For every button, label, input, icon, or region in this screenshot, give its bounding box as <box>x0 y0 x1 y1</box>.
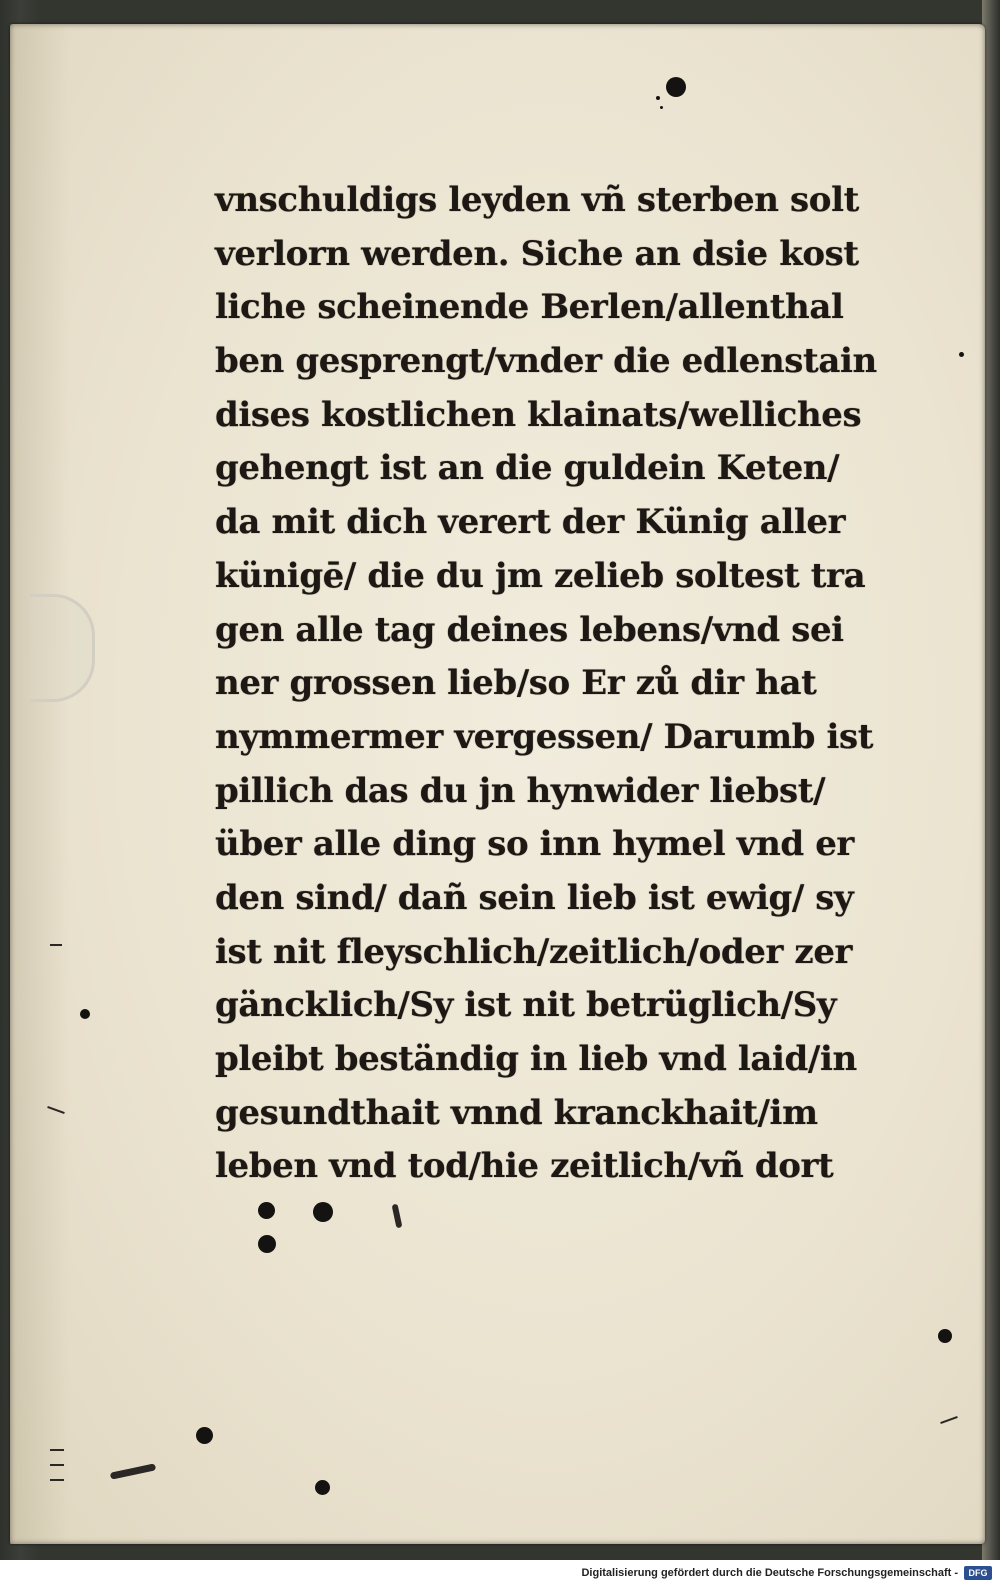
text-line: über alle ding so inn hymel vnd er <box>215 824 854 865</box>
text-line: künigē/ die du jm zelieb soltest tra <box>215 555 866 596</box>
ink-speck <box>258 1235 276 1253</box>
text-line: pillich das du jn hynwider liebst/ <box>215 770 826 811</box>
text-line: gen alle tag deines lebens/vnd sei <box>215 609 844 650</box>
text-line: pleibt beständig in lieb vnd laid/in <box>215 1039 857 1079</box>
text-line: gesundthait vnnd kranckhait/im <box>215 1092 818 1133</box>
ink-speck <box>315 1480 330 1495</box>
text-line: verlorn werden. Siche an dsie kost <box>215 233 859 274</box>
funding-credit: Digitalisierung gefördert durch die Deutsche Forschungsgemeinschaft - <box>581 1567 958 1579</box>
text-line: gäncklich/Sy ist nit betrüglich/Sy <box>215 985 837 1026</box>
clip-impression <box>30 594 95 702</box>
margin-mark <box>940 1416 958 1424</box>
ink-stroke <box>392 1204 403 1229</box>
margin-mark <box>50 1464 64 1466</box>
text-line: den sind/ dañ sein lieb ist ewig/ sy <box>215 877 854 918</box>
ink-speck <box>938 1329 952 1343</box>
ink-speck <box>656 96 660 100</box>
text-line: leben vnd tod/hie zeitlich/vñ dort <box>215 1146 834 1187</box>
ink-stroke <box>110 1463 156 1479</box>
text-line: ben gesprengt/vnder die edlenstain <box>215 341 877 382</box>
text-line: ner grossen lieb/so Er zů dir hat <box>215 663 817 704</box>
text-line: da mit dich verert der Künig aller <box>215 502 846 543</box>
ink-speck <box>258 1202 275 1219</box>
page-edge-stain <box>10 24 70 1544</box>
ink-speck <box>959 352 964 357</box>
text-line: vnschuldigs leyden vñ sterben solt <box>215 180 859 220</box>
ink-speck <box>660 106 663 109</box>
margin-mark <box>50 944 62 946</box>
text-line: gehengt ist an die guldein Keten/ <box>215 448 840 489</box>
margin-mark <box>50 1479 64 1481</box>
text-line: liche scheinende Berlen/allenthal <box>215 287 844 328</box>
ink-speck <box>196 1427 213 1444</box>
footer-bar <box>0 1560 1000 1589</box>
ink-speck <box>666 77 686 97</box>
book-page <box>10 24 985 1544</box>
page-text-block <box>215 174 875 1194</box>
ink-speck <box>80 1009 90 1019</box>
text-line: ist nit fleyschlich/zeitlich/oder zer <box>215 931 853 972</box>
ink-speck <box>313 1202 333 1222</box>
text-line: dises kostlichen klainats/welliches <box>215 394 862 435</box>
text-line: nymmermer vergessen/ Darumb ist <box>215 716 874 757</box>
margin-mark <box>50 1449 64 1451</box>
dfg-logo: DFG <box>964 1566 992 1580</box>
